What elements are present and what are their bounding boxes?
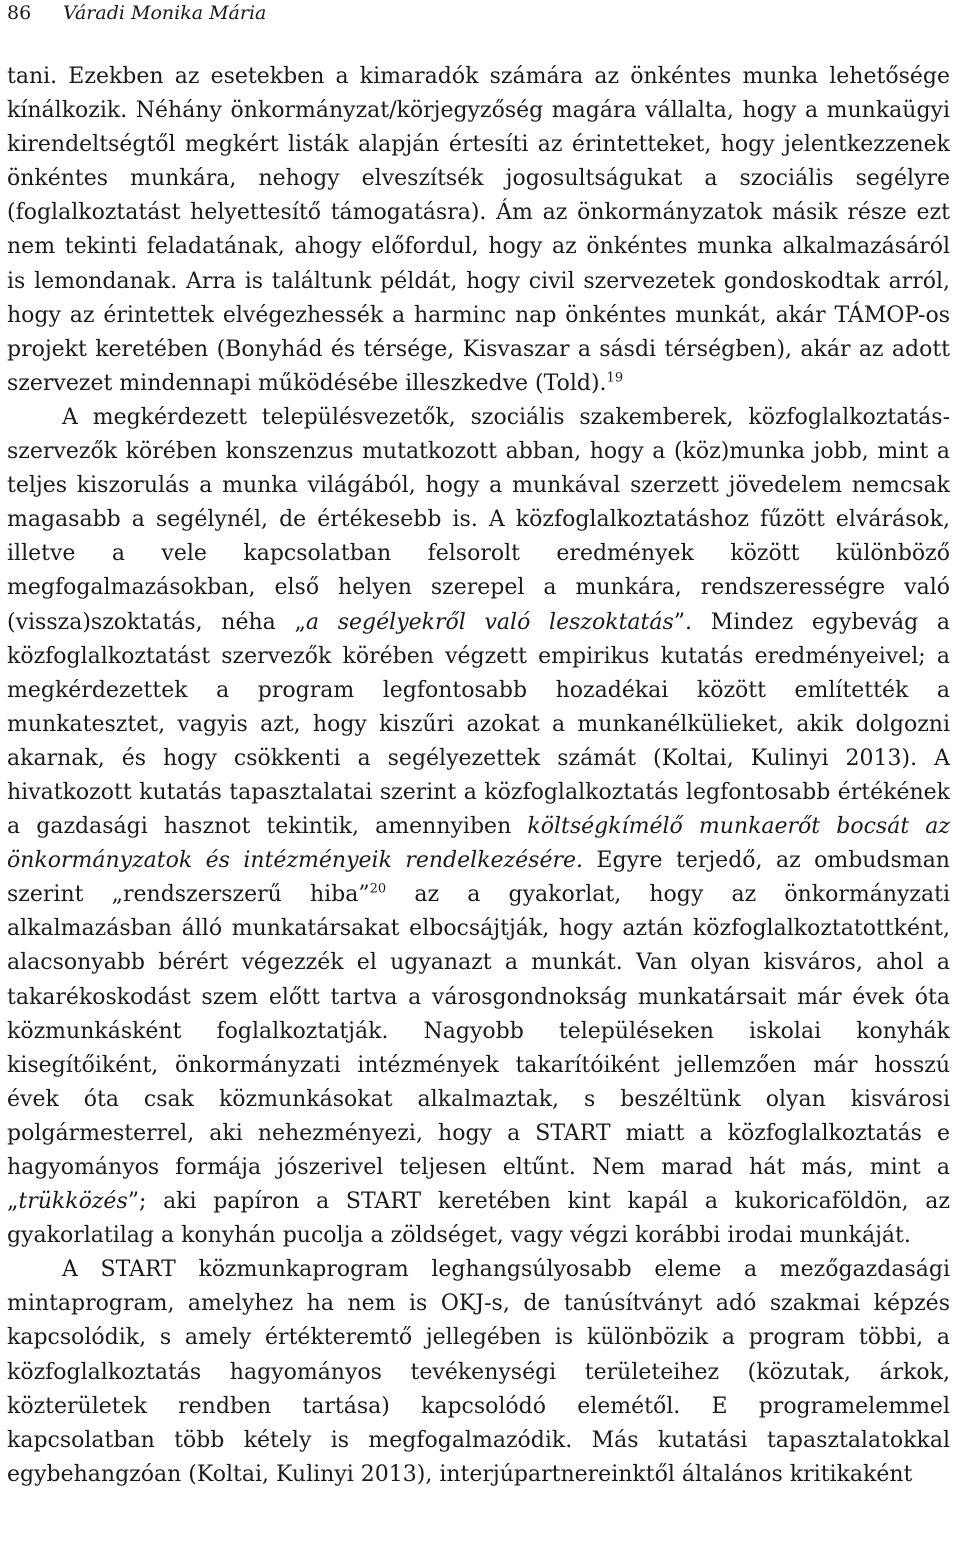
running-head — [7, 0, 950, 26]
text-run: Egyre terjedő, az ombudsman szerint „rendszerszerű hiba” — [7, 848, 950, 908]
paragraph — [7, 1253, 950, 1492]
text-run: ”; aki papíron a START keretében kint kapál a kukoricaföldön, az gyakorlatilag a konyhán pucolja a zöldséget, vagy végzi korábbi irodai munkáját. — [7, 1189, 950, 1249]
italic-phrase: a segélyekről való leszoktatás — [305, 609, 674, 635]
footnote-marker: 20 — [369, 881, 387, 897]
paragraph — [7, 60, 950, 401]
text-run: tani. Ezekben az esetekben a kimaradók számára az önkéntes munka lehetősége kínálkozik. Néhány önkormányzat/körjegyzőség magára vállalta, hogy a munkaügyi kirendeltségtől megkért listák alapján értesíti az érintetteket, hogy jelentkezzenek önkéntes munkára, nehogy elveszítsék jogosultságukat a szociális segélyre (foglalkoztatást helyettesítő támogatásra). Ám az önkormányzatok másik része ezt nem tekinti feladatának, ahogy előfordul, hogy az önkéntes munka alkalmazásáról is lemondanak. Arra is találtunk példát, hogy civil szervezetek gondoskodtak arról, hogy az érintettek elvégezhessék a harminc nap önkéntes munkát, akár TÁMOP-os projekt keretében (Bonyhád és térsége, Kisvaszar a sásdi térségben), akár az adott szervezet mindennapi működésébe illeszkedve (Told). — [7, 64, 950, 396]
italic-phrase: trükközés — [18, 1189, 128, 1215]
italic-phrase: költségkímélő munkaerőt bocsát az önkormányzatok és intézményeik rendelkezésére. — [7, 814, 951, 874]
text-run: az a gyakorlat, hogy az önkormányzati alkalmazásban álló munkatársakat elbocsájtják, hogy aztán közfoglalkoztatottként, alacsonyabb bérért végezzék el ugyanazt a munkát. Van olyan kisváros, ahol a takarékoskodást szem előtt tartva a városgondnokság munkatársait már évek óta közmunkásként foglalkoztatják. Nagyobb településeken iskolai konyhák kisegítőiként, önkormányzati intézmények takarítóiként jellemzően már hosszú évek óta csak közmunkásokat alkalmaztak, s beszéltünk olyan kisvárosi polgármesterrel, aki nehezményezi, hogy a START miatt a közfoglalkoztatás e hagyományos formája jószerivel teljesen eltűnt. Nem marad hát más, mint a „ — [7, 882, 950, 1215]
body-text — [7, 60, 950, 1492]
text-run: ”. Mindez egybevág a közfoglalkoztatást szervezők körében végzett empirikus kutatás eredményeivel; a megkérdezettek a program legfontosabb hozadékai között említették a munkatesztet, vagyis azt, hogy kiszűri azokat a munkanélkülieket, akik dolgozni akarnak, és hogy csökkenti a segélyezettek számát (Koltai, Kulinyi 2013). A hivatkozott kutatás tapasztalatai szerint a közfoglalkoztatás legfontosabb értékének a gazdasági hasznot tekintik, amennyiben — [7, 609, 951, 840]
page-number: 86 — [7, 2, 32, 24]
text-run: A START közmunkaprogram leghangsúlyosabb eleme a mezőgazdasági mintaprogram, amelyhez ha nem is OKJ-s, de tanúsítványt adó szakmai képzés kapcsolódik, s amely értékteremtő jellegében is különbözik a program többi, a közfoglalkoztatás hagyományos tevékenységi területeihez (közutak, árkok, közterületek rendben tartása) kapcsolódó elemétől. E programelemmel kapcsolatban több kétely is megfogalmazódik. Más kutatási tapasztalatokkal egybehangzóan (Koltai, Kulinyi 2013), interjúpartnereinktől általános kritikaként — [7, 1257, 950, 1487]
paragraph — [7, 401, 950, 1253]
running-head-author: Váradi Monika Mária — [63, 2, 267, 24]
footnote-marker: 19 — [606, 370, 624, 386]
text-run: A megkérdezett településvezetők, szociális szakemberek, közfoglalkoztatás-szervezők körében konszenzus mutatkozott abban, hogy a (köz)munka jobb, mint a teljes kiszorulás a munka világából, hogy a munkával szerzett jövedelem nemcsak magasabb a segélynél, de értékesebb is. A közfoglalkoztatáshoz fűzött elvárások, illetve a vele kapcsolatban felsorolt eredmények között különböző megfogalmazásokban, első helyen szerepel a munkára, rendszerességre való (vissza)szoktatás, néha „ — [7, 404, 950, 635]
